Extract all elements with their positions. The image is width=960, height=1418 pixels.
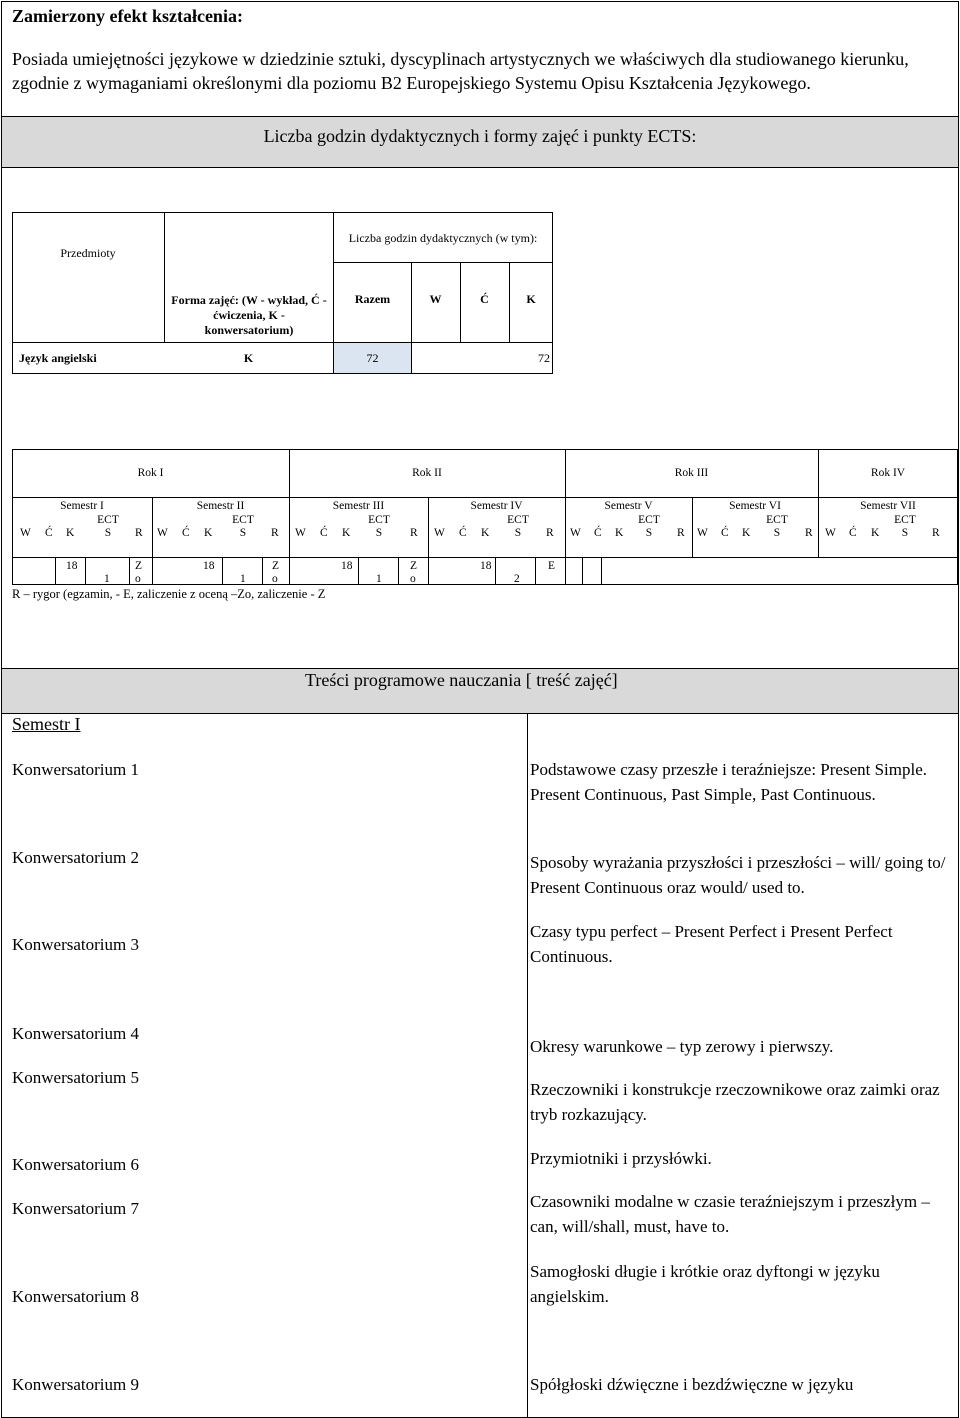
sem6-sub-ects1: ECT xyxy=(766,514,788,526)
konwersatorium-7-label: Konwersatorium 7 xyxy=(12,1199,140,1218)
semester-3: Semestr III xyxy=(332,500,385,512)
sem3-sub-ects1: ECT xyxy=(368,514,390,526)
sem3-sub-w: W xyxy=(295,527,306,539)
year-2: Rok II xyxy=(412,467,442,479)
sem7-sub-ects1: ECT xyxy=(894,514,916,526)
sem5-sub-c: Ć xyxy=(594,527,602,539)
year-4: Rok IV xyxy=(870,467,906,479)
konwersatorium-9-label: Konwersatorium 9 xyxy=(12,1375,140,1394)
sem1-sub-k: K xyxy=(66,527,75,539)
sem1-sub-c: Ć xyxy=(45,527,53,539)
sem2-ects-value: 1 xyxy=(240,573,246,585)
col-w: W xyxy=(429,292,442,306)
semester-5: Semestr V xyxy=(604,500,653,512)
sem4-sub-w: W xyxy=(434,527,445,539)
row-form: K xyxy=(243,351,254,365)
konwersatorium-6-label: Konwersatorium 6 xyxy=(12,1155,140,1174)
sem2-sub-w: W xyxy=(157,527,168,539)
sem1-r2: o xyxy=(135,573,141,585)
semester-label: Semestr I xyxy=(12,714,81,734)
hours-header: Liczba godzin dydaktycznych (w tym): xyxy=(348,231,538,245)
semester-7: Semestr VII xyxy=(860,500,916,512)
sem4-sub-ects2: S xyxy=(514,527,522,539)
sem3-ects-value: 1 xyxy=(376,573,382,585)
sem6-sub-r: R xyxy=(805,527,813,539)
sem1-k-value: 18 xyxy=(66,560,78,572)
sem3-r2: o xyxy=(410,573,416,585)
sem6-sub-c: Ć xyxy=(721,527,729,539)
semester-1: Semestr I xyxy=(60,500,104,512)
sem7-sub-w: W xyxy=(825,527,836,539)
sem1-r1: Z xyxy=(135,560,143,572)
semester-6: Semestr VI xyxy=(729,500,781,512)
sem5-sub-ects1: ECT xyxy=(638,514,660,526)
sem4-sub-r: R xyxy=(546,527,554,539)
konwersatorium-5-label: Konwersatorium 5 xyxy=(12,1068,140,1087)
sem7-sub-ects2: S xyxy=(901,527,909,539)
row-subject: Język angielski xyxy=(19,351,97,365)
semester-2: Semestr II xyxy=(196,500,245,512)
sem4-k-value: 18 xyxy=(480,560,492,572)
row-k: 72 xyxy=(538,351,550,365)
sem6-sub-ects2: S xyxy=(773,527,781,539)
sem6-sub-k: K xyxy=(742,527,751,539)
konwersatorium-8-label: Konwersatorium 8 xyxy=(12,1287,140,1306)
konwersatorium-5-text: Rzeczowniki i konstrukcje rzeczownikowe oraz zaimki oraz tryb rozkazujący. xyxy=(530,1080,940,1124)
sem5-sub-r: R xyxy=(677,527,685,539)
sem3-sub-c: Ć xyxy=(320,527,328,539)
subjects-header: Przedmioty xyxy=(60,246,116,260)
sem2-sub-ects1: ECT xyxy=(232,514,254,526)
sem4-sub-k: K xyxy=(481,527,490,539)
sem1-ects-value: 1 xyxy=(104,573,110,585)
rigor-legend: R – rygor (egzamin, - E, zaliczenie z oceną –Zo, zaliczenie - Z xyxy=(12,587,326,601)
semester-4: Semestr IV xyxy=(470,500,523,512)
konwersatorium-4-label: Konwersatorium 4 xyxy=(12,1024,140,1043)
konwersatorium-3-label: Konwersatorium 3 xyxy=(12,935,140,954)
form-header: Forma zajęć: (W - wykład, Ć - ćwiczenia, K - konwersatorium) xyxy=(171,293,327,337)
col-c: Ć xyxy=(480,292,489,306)
learning-outcome-title: Zamierzony efekt kształcenia: xyxy=(12,6,243,26)
konwersatorium-6-text: Przymiotniki i przysłówki. xyxy=(530,1149,712,1168)
konwersatorium-4-text: Okresy warunkowe – typ zerowy i pierwszy. xyxy=(530,1037,834,1056)
year-1: Rok I xyxy=(137,467,164,479)
sem3-sub-ects2: S xyxy=(375,527,383,539)
sem3-sub-k: K xyxy=(342,527,351,539)
sem2-sub-ects2: S xyxy=(239,527,247,539)
learning-outcome-body: Posiada umiejętności językowe w dziedzinie sztuki, dyscyplinach artystycznych we właściwych dla studiowanego kierunku, zgodnie z wymaganiami określonymi dla poziomu B2 Europejskiego Systemu Opisu Kształcenia Językowego. xyxy=(12,49,909,93)
sem7-sub-k: K xyxy=(871,527,880,539)
konwersatorium-2-label: Konwersatorium 2 xyxy=(12,848,140,867)
sem5-sub-k: K xyxy=(615,527,624,539)
sem2-sub-k: K xyxy=(204,527,213,539)
konwersatorium-8-text: Samogłoski długie i krótkie oraz dyftongi w języku angielskim. xyxy=(530,1262,880,1306)
sem1-sub-ects2: S xyxy=(104,527,112,539)
row-razem: 72 xyxy=(366,351,379,365)
sem2-k-value: 18 xyxy=(203,560,215,572)
sem1-sub-r: R xyxy=(135,527,143,539)
sem2-r2: o xyxy=(272,573,278,585)
sem4-sub-c: Ć xyxy=(459,527,467,539)
sem7-sub-r: R xyxy=(932,527,940,539)
year-3: Rok III xyxy=(674,467,709,479)
sem2-r1: Z xyxy=(272,560,280,572)
sem1-sub-ects1: ECT xyxy=(97,514,119,526)
konwersatorium-9-text: Spółgłoski dźwięczne i bezdźwięczne w języku xyxy=(530,1375,854,1394)
col-razem: Razem xyxy=(354,292,391,306)
col-k: K xyxy=(526,292,536,306)
sem4-ects-value: 2 xyxy=(514,573,520,585)
sem2-sub-c: Ć xyxy=(182,527,190,539)
konwersatorium-1-label: Konwersatorium 1 xyxy=(12,760,140,779)
content-section-title: Treści programowe nauczania [ treść zajęć] xyxy=(305,670,618,690)
sem3-r1: Z xyxy=(410,560,418,572)
sem2-sub-r: R xyxy=(271,527,279,539)
konwersatorium-1-text: Podstawowe czasy przeszłe i teraźniejsze: Present Simple. Present Continuous, Past Simple, Past Continuous. xyxy=(530,760,928,804)
sem5-sub-ects2: S xyxy=(645,527,653,539)
konwersatorium-2-text: Sposoby wyrażania przyszłości i przeszłości – will/ going to/ Present Continuous oraz would/ used to. xyxy=(530,853,946,897)
sem6-sub-w: W xyxy=(697,527,708,539)
sem3-sub-r: R xyxy=(410,527,418,539)
sem4-sub-ects1: ECT xyxy=(507,514,529,526)
konwersatorium-3-text: Czasy typu perfect – Present Perfect i Present Perfect Continuous. xyxy=(530,922,893,966)
konwersatorium-7-text: Czasowniki modalne w czasie teraźniejszym i przeszłym – can, will/shall, must, have to. xyxy=(530,1192,930,1236)
hours-section-title: Liczba godzin dydaktycznych i formy zajęć i punkty ECTS: xyxy=(263,126,697,146)
sem1-sub-w: W xyxy=(20,527,31,539)
sem5-sub-w: W xyxy=(570,527,581,539)
sem3-k-value: 18 xyxy=(341,560,353,572)
sem4-r1: E xyxy=(548,560,556,572)
sem7-sub-c: Ć xyxy=(849,527,857,539)
